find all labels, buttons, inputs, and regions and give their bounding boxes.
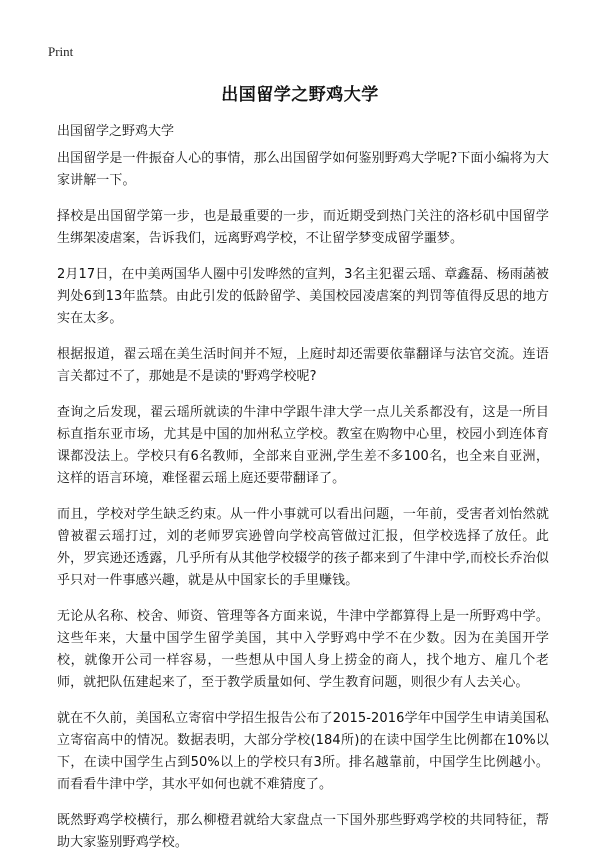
paragraph-1: 出国留学是一件振奋人心的事情，那么出国留学如何鉴别野鸡大学呢?下面小编将为大家讲解一下。 — [57, 151, 549, 188]
paragraph-8: 就在不久前，美国私立寄宿中学招生报告公布了2015-2016学年中国学生申请美国私立寄宿高中的情况。数据表明，大部分学校(184所)的在读中国学生比例都在10%以下，在读中国学生占到50%以上的学校只有3所。排名越靠前，中国学生比例越小。而看看牛津中学，其水平如何也就不难猜度了。 — [57, 711, 549, 792]
paragraph-4: 根据报道，翟云瑶在美生活时间并不短，上庭时却还需要依靠翻译与法官交流。连语言关都过不了，那她是不是读的'野鸡学校呢? — [57, 347, 549, 384]
article-title: 出国留学之野鸡大学 — [221, 85, 379, 105]
paragraph-6: 而且，学校对学生缺乏约束。从一件小事就可以看出问题，一年前，受害者刘怡然就曾被翟云瑶打过，刘的老师罗宾逊曾向学校高管做过汇报，但学校选择了放任。此外，罗宾逊还透露，几乎所有从其他学校辍学的孩子都来到了牛津中学,而校长乔治似乎只对一件事感兴趣，就是从中国家长的手里赚钱。 — [57, 507, 549, 588]
print-link[interactable]: Print — [48, 44, 74, 59]
article-body — [57, 148, 549, 868]
paragraph-2: 择校是出国留学第一步，也是最重要的一步，而近期受到热门关注的洛杉矶中国留学生绑架凌虐案，告诉我们，远离野鸡学校，不让留学梦变成留学噩梦。 — [57, 209, 549, 246]
paragraph-9: 既然野鸡学校横行，那么柳橙君就给大家盘点一下国外那些野鸡学校的共同特征，帮助大家鉴别野鸡学校。 — [57, 813, 549, 850]
paragraph-3: 2月17日，在中美两国华人圈中引发哗然的宣判，3名主犯翟云瑶、章鑫磊、杨雨菡被判处6到13年监禁。由此引发的低龄留学、美国校园凌虐案的判罚等值得反思的地方实在太多。 — [57, 267, 549, 326]
paragraph-7: 无论从名称、校舍、师资、管理等各方面来说，牛津中学都算得上是一所野鸡中学。这些年来，大量中国学生留学美国，其中入学野鸡中学不在少数。因为在美国开学校，就像开公司一样容易，一些想从中国人身上捞金的商人，找个地方、雇几个老师，就把队伍建起来了，至于教学质量如何、学生教育问题，则很少有人去关心。 — [57, 609, 549, 690]
article-subtitle: 出国留学之野鸡大学 — [57, 124, 175, 139]
paragraph-5: 查询之后发现，翟云瑶所就读的牛津中学跟牛津大学一点儿关系都没有，这是一所目标直指东亚市场，尤其是中国的加州私立学校。教室在购物中心里，校园小到连体育课都没法上。学校只有6名教师，全部来自亚洲,学生差不多100名，也全来自亚洲，这样的语言环境，难怪翟云瑶上庭还要带翻译了。 — [57, 405, 549, 486]
